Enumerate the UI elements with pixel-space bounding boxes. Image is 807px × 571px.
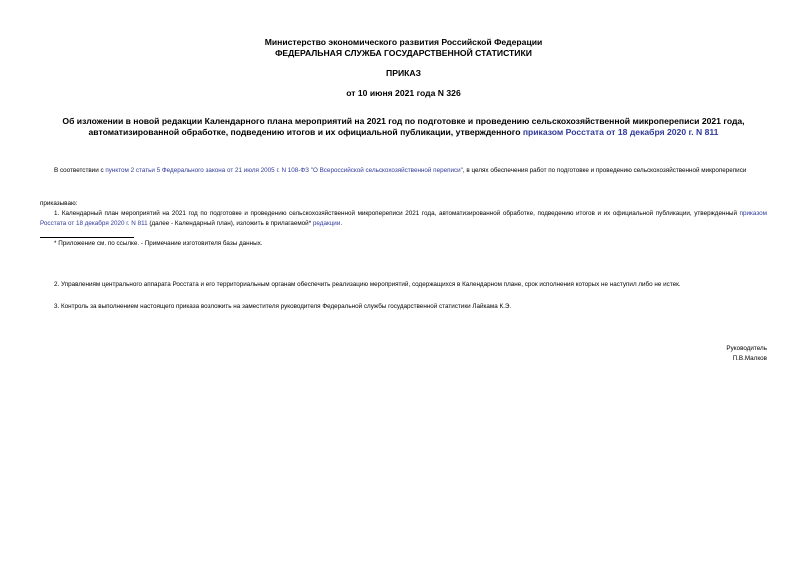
preamble-text-2: , в целях обеспечения работ по подготовке и проведению сельскохозяйственной микропереписи bbox=[462, 167, 747, 174]
footnote-divider bbox=[40, 237, 134, 238]
preamble-text-1: В соответствии с bbox=[54, 167, 106, 174]
preamble-paragraph bbox=[40, 166, 767, 176]
document-subject bbox=[40, 116, 767, 138]
item-1-paragraph bbox=[40, 209, 767, 229]
issuer-heading bbox=[0, 37, 807, 59]
document-type: ПРИКАЗ bbox=[386, 68, 421, 78]
item-3-paragraph: 3. Контроль за выполнением настоящего приказа возложить на заместителя руководителя Федеральной службы государственной статистики Лайкама К.Э. bbox=[54, 303, 512, 310]
edition-link[interactable]: редакции bbox=[312, 220, 341, 227]
ministry-name: Министерство экономического развития Российской Федерации bbox=[264, 37, 543, 47]
order-811-link[interactable]: приказом Росстата от 18 декабря 2020 г. N 811 bbox=[40, 210, 767, 227]
item-1-text-1: 1. Календарный план мероприятий на 2021 год по подготовке и проведению сельскохозяйственной микропереписи 2021 года, автоматизированной обработке, подведению итогов и их официальной публикации, утвержденный bbox=[54, 210, 740, 217]
signature-name: П.В.Малков bbox=[732, 355, 767, 362]
document-date-number: от 10 июня 2021 года N 326 bbox=[346, 88, 461, 98]
service-name: ФЕДЕРАЛЬНАЯ СЛУЖБА ГОСУДАРСТВЕННОЙ СТАТИСТИКИ bbox=[275, 48, 532, 58]
footnote: * Приложение см. по ссылке. - Примечание изготовителя базы данных. bbox=[54, 240, 263, 247]
item-1-text-3: . bbox=[340, 220, 343, 227]
order-word: приказываю: bbox=[40, 200, 78, 207]
signature-title: Руководитель bbox=[726, 345, 767, 352]
law-link[interactable]: пунктом 2 статьи 5 Федерального закона от 21 июля 2005 г. N 108-ФЗ "О Всероссийской сельскохозяйственной переписи" bbox=[105, 167, 463, 174]
subject-link[interactable]: приказом Росстата от 18 декабря 2020 г. N 811 bbox=[522, 127, 719, 137]
item-1-text-2: (далее - Календарный план), изложить в прилагаемой* bbox=[147, 220, 313, 227]
item-2-paragraph: 2. Управлениям центрального аппарата Росстата и его территориальным органам обеспечить реализацию мероприятий, содержащихся в Календарном плане, срок исполнения которых не наступил либо не истек. bbox=[54, 281, 681, 288]
subject-text: Об изложении в новой редакции Календарного плана мероприятий на 2021 год по подготовке и проведению сельскохозяйственной микропереписи 2021 года, автоматизированной обработке, подведению итогов и их официальной публикации, утвержденного bbox=[62, 116, 745, 137]
